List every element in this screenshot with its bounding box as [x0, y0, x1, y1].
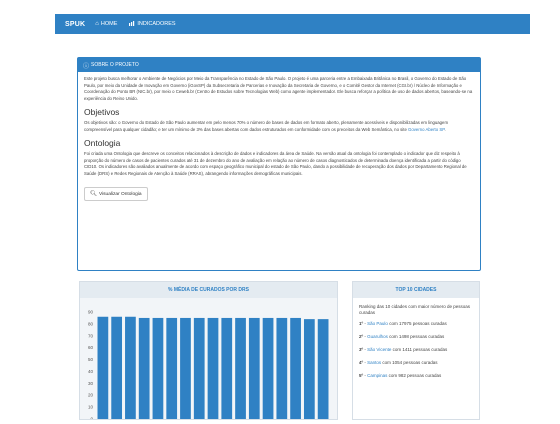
y-tick-label: 0: [90, 416, 93, 419]
visualizar-ontologia-button[interactable]: [84, 187, 148, 201]
rank-number: 2º: [359, 334, 364, 339]
about-header-title: SOBRE O PROJETO: [91, 62, 139, 68]
rank-number: 3º: [359, 347, 364, 352]
ontologia-text: Foi criada uma Ontologia que descreve os conceitos relacionados à descrição de dados e indicadores da área de Saúde. Na versão atual da ontologia foi contemplado o indicador que diz respeito à proporção do número de casos de pacientes curados até 31 de dezembro do ano de avaliação em relação ao número de casos diagnosticados de determinada doença identificada a partir do código CID10. Os indicadores são avaliados anualmente de acordo com espaço geográfico municipal do estado de São Paulo, dando a possibilidade de recuperação dos dados por Departamento Regional de Saúde (DRS) e Redes Regionais de Atenção à Saúde (RRAS), abrangendo informações demográficas municipais.: [84, 151, 467, 176]
chart-bar[interactable]: [153, 318, 164, 419]
chart-bar[interactable]: [318, 319, 329, 419]
bar-chart-icon: [129, 21, 135, 28]
nav-home-label: HOME: [100, 21, 118, 27]
y-tick-label: 30: [87, 380, 93, 386]
y-tick-label: 10: [87, 404, 93, 410]
ontologia-heading: Ontologia: [84, 138, 121, 148]
about-panel-header: [78, 58, 480, 72]
bar-chart: [80, 298, 337, 419]
objetivos-heading: Objetivos: [84, 107, 120, 117]
about-panel: [77, 57, 481, 271]
chart-panel-header: % MÉDIA DE CURADOS POR DRS: [80, 282, 337, 298]
top-city-item: 1º - São Paulo com 17975 pessoas curadas: [359, 321, 447, 326]
city-count-text: com 1411 pessoas curadas: [391, 347, 448, 352]
top-cities-intro: Ranking das 10 cidades com maior número de pessoas curadas: [359, 304, 471, 315]
top-city-item: 4º - Santos com 1054 pessoas curadas: [359, 360, 438, 365]
top-city-item: 5º - Campinas com 982 pessoas curadas: [359, 373, 442, 378]
objetivos-paragraph: Os objetivos são: o Governo do Estado de São Paulo aumentar em pelo menos 70% o número de bases de dados em formato aberto, plenamente acessíveis e disponibilizadas em linguagem compreensível para qualquer cidadão; e ter um mínimo de 3% das bases abertas com dados estruturados em conformidade com os preceitos da Web Semântica, no site Governo Aberto SP.: [84, 120, 449, 132]
city-count-text: com 17975 pessoas curadas: [387, 321, 447, 326]
chart-bar[interactable]: [139, 318, 150, 419]
chart-bar[interactable]: [221, 318, 232, 419]
top-city-item: 3º - São Vicente com 1411 pessoas curadas: [359, 347, 448, 352]
y-tick-label: 70: [87, 333, 93, 339]
chart-bar[interactable]: [235, 318, 246, 419]
chart-bar[interactable]: [125, 317, 136, 419]
governo-aberto-link[interactable]: Governo Aberto SP: [408, 126, 445, 132]
city-link[interactable]: Santos: [367, 360, 382, 365]
chart-bar[interactable]: [166, 318, 177, 419]
chart-bar[interactable]: [304, 319, 315, 419]
city-count-text: com 1054 pessoas curadas: [381, 360, 438, 365]
chart-panel: [79, 281, 338, 420]
chart-bar[interactable]: [180, 318, 191, 419]
chart-bar[interactable]: [276, 318, 287, 419]
top-cities-header: TOP 10 CIDADES: [353, 282, 479, 298]
objetivos-text: Os objetivos são: o Governo do Estado de São Paulo aumentar em pelo menos 70% o número de bases de dados em formato aberto, plenamente acessíveis e disponibilizadas em linguagem compreensível para qualquer cidadão; e ter um mínimo de 3% das bases abertas com dados estruturados em conformidade com os preceitos da Web Semântica, no site: [84, 120, 449, 132]
y-tick-label: 60: [87, 345, 93, 351]
top-cities-list: [359, 321, 473, 379]
rank-number: 4º: [359, 360, 364, 365]
y-tick-label: 20: [87, 392, 93, 398]
rank-number: 5º: [359, 373, 364, 378]
city-count-text: com 982 pessoas curadas: [387, 373, 442, 378]
chart-bar[interactable]: [263, 318, 274, 419]
visualizar-ontologia-label: Visualizar Ontologia: [98, 191, 142, 197]
nav-home[interactable]: [95, 21, 117, 27]
city-link[interactable]: São Vicente: [367, 347, 392, 352]
home-icon: ⌂: [95, 21, 99, 27]
chart-bar[interactable]: [111, 317, 122, 419]
chart-bar[interactable]: [290, 318, 301, 419]
chart-bar[interactable]: [208, 318, 219, 419]
chart-bar[interactable]: [98, 317, 109, 419]
navbar: [55, 14, 530, 34]
top-cities-panel: [352, 281, 480, 420]
y-tick-label: 80: [87, 321, 93, 327]
info-icon: ⓘ: [83, 63, 90, 70]
search-icon: 🔍︎: [90, 191, 97, 197]
y-tick-label: 50: [87, 357, 93, 363]
brand-logo[interactable]: SPUK: [65, 20, 86, 28]
city-link[interactable]: Campinas: [367, 373, 388, 378]
nav-indicadores[interactable]: [129, 21, 175, 28]
chart-bar[interactable]: [194, 318, 205, 419]
chart-bar[interactable]: [249, 318, 260, 419]
y-tick-label: 90: [87, 309, 93, 315]
rank-number: 1º: [359, 321, 364, 326]
city-link[interactable]: Guarulhos: [367, 334, 388, 339]
nav-indicadores-label: INDICADORES: [137, 21, 176, 27]
city-count-text: com 1498 pessoas curadas: [387, 334, 445, 339]
top-city-item: 2º - Guarulhos com 1498 pessoas curadas: [359, 334, 445, 339]
y-tick-label: 40: [87, 368, 93, 374]
city-link[interactable]: São Paulo: [367, 321, 388, 326]
about-intro-text: Este projeto busca melhorar o Ambiente de Negócios por Meio da Transparência no Estado de São Paulo. O projeto é uma parceria entre a Embaixada Britânica no Brasil, o Governo do Estado de São Paulo, por meio da Unidade de Inovação em Governo (iGovSP) da Subsecretaria de Parcerias e Inovação da Secretaria de Governo, e o Comitê Gestor da Internet (CGI.br) / Núcleo de Informação e Coordenação do Ponto BR (NIC.br), por meio o Ceweb.br (Centro de Estudos sobre Tecnologias Web) como agente implementador. Ele busca reforçar a política de uso de dados abertos, baseando-se na experiência do Reino Unido.: [84, 76, 473, 101]
